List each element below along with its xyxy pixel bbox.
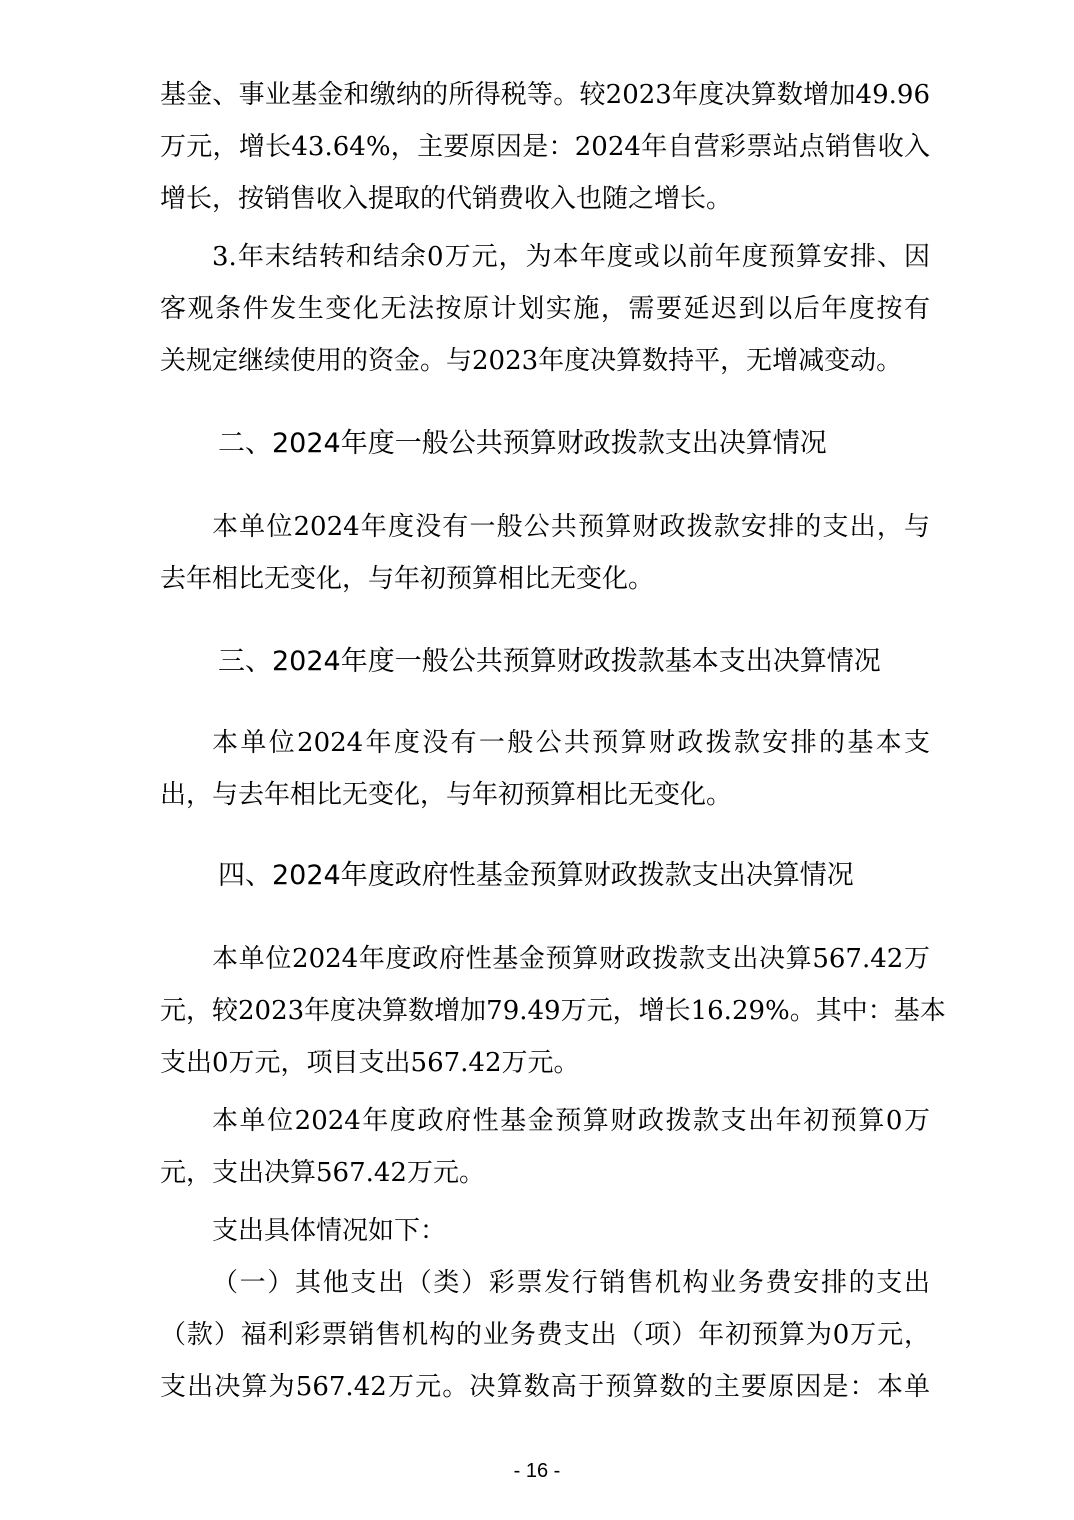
body-text-line: 本单位2024年度没有一般公共预算财政拨款安排的基本支 bbox=[212, 728, 930, 758]
body-text-line: 增长，按销售收入提取的代销费收入也随之增长。 bbox=[160, 184, 733, 214]
body-text-line: 基金、事业基金和缴纳的所得税等。较2023年度决算数增加49.96 bbox=[160, 80, 930, 110]
body-text-line: 客观条件发生变化无法按原计划实施，需要延迟到以后年度按有 bbox=[160, 294, 930, 324]
body-text-line: 支出具体情况如下： bbox=[212, 1216, 447, 1246]
body-text-line: 元，较2023年度决算数增加79.49万元，增长16.29%。其中：基本 bbox=[160, 996, 946, 1026]
body-text-line: 元，支出决算567.42万元。 bbox=[160, 1158, 485, 1188]
body-text-line: 本单位2024年度政府性基金预算财政拨款支出决算567.42万 bbox=[212, 944, 930, 974]
body-text-line: 支出0万元，项目支出567.42万元。 bbox=[160, 1048, 580, 1078]
page-number: - 16 - bbox=[513, 1460, 561, 1482]
body-text-line: 出，与去年相比无变化，与年初预算相比无变化。 bbox=[160, 780, 733, 810]
body-text-line: 本单位2024年度政府性基金预算财政拨款支出年初预算0万 bbox=[212, 1106, 930, 1136]
section-heading: 二、2024年度一般公共预算财政拨款支出决算情况 bbox=[218, 428, 827, 459]
body-text-line: 支出决算为567.42万元。决算数高于预算数的主要原因是：本单 bbox=[160, 1372, 930, 1402]
section-heading: 三、2024年度一般公共预算财政拨款基本支出决算情况 bbox=[218, 646, 881, 677]
body-text-line: 本单位2024年度没有一般公共预算财政拨款安排的支出，与 bbox=[212, 512, 930, 542]
body-text-line: 3.年末结转和结余0万元，为本年度或以前年度预算安排、因 bbox=[212, 242, 930, 272]
body-text-line: （款）福利彩票销售机构的业务费支出（项）年初预算为0万元， bbox=[160, 1320, 930, 1350]
body-text-line: 万元，增长43.64%，主要原因是：2024年自营彩票站点销售收入 bbox=[160, 132, 930, 162]
body-text-line: 关规定继续使用的资金。与2023年度决算数持平，无增减变动。 bbox=[160, 346, 903, 376]
body-text-line: 去年相比无变化，与年初预算相比无变化。 bbox=[160, 564, 655, 594]
body-text-line: （一）其他支出（类）彩票发行销售机构业务费安排的支出 bbox=[212, 1268, 930, 1298]
section-heading: 四、2024年度政府性基金预算财政拨款支出决算情况 bbox=[218, 860, 854, 891]
